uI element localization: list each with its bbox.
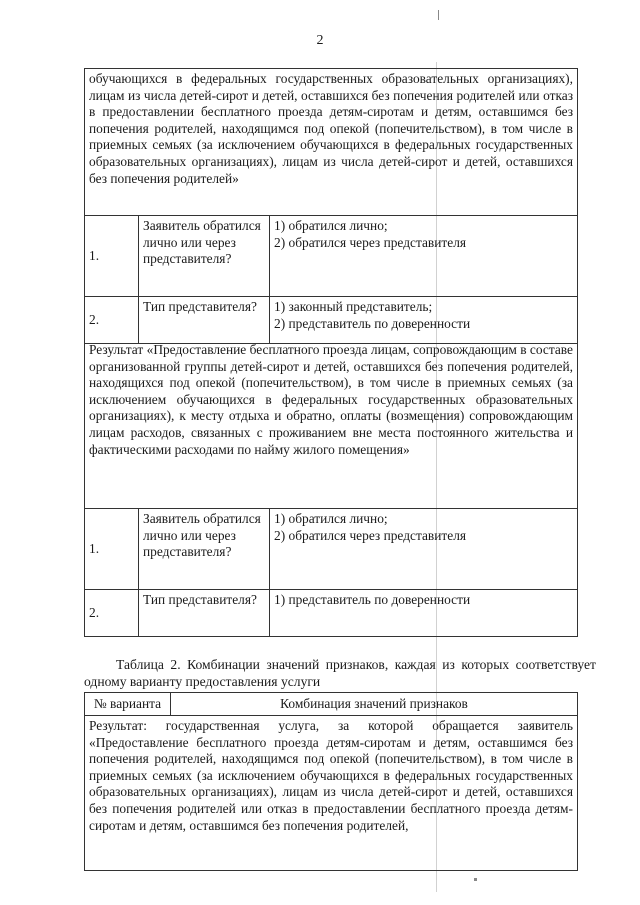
question-cell: Заявитель обратился лично или через представителя? xyxy=(139,509,270,589)
scan-artifact-mark xyxy=(474,878,477,881)
row-number: 1. xyxy=(85,509,139,589)
answer-option: 2) представитель по доверенности xyxy=(274,315,471,331)
table-row xyxy=(85,508,577,589)
answer-option: 2) обратился через представителя xyxy=(274,234,467,250)
result-block-1 xyxy=(84,68,578,344)
answer-option: 2) обратился через представителя xyxy=(274,527,467,543)
result-2-text: Результат «Предоставление бесплатного проезда лицам, сопровождающим в составе организованной группы детей-сирот и детей, оставшихся без попечения родителей, находящихся под опекой (попечительством), в том числе в приемных семьях (за исключением обучающихся в федеральных государственных образовательных организациях), к месту отдыха и обратно, оплаты (возмещения) сопровождающим лицам расходов, связанных с проживанием вне места постоянного жительства и фактическими расходами по найму жилого помещения» xyxy=(89,342,573,457)
answer-option: 1) обратился лично; xyxy=(274,511,388,526)
answer-cell xyxy=(270,509,577,589)
table-row xyxy=(85,589,577,636)
result-1-text: обучающихся в федеральных государственных образовательных организациях), лицам из числа детей-сирот и детей, оставшихся без попечения родителей или отказ в предоставлении бесплатного проезда детям-сиротам и детям, оставшимся без попечения родителей, находящимся под опекой (попечительством), в том числе в приемных семьях (за исключением обучающихся в федеральных государственных образовательных организациях), лицам из числа детей-сирот и детей, оставшихся без попечения родителей» xyxy=(89,71,573,186)
table-row xyxy=(85,215,577,296)
table-row xyxy=(85,296,577,343)
variants-table xyxy=(84,692,578,871)
row-number: 2. xyxy=(85,297,139,343)
variant-result-text: Результат: государственная услуга, за которой обращается заявитель «Предоставление бесплатного проезда детям-сиротам и детям, оставшимся без попечения родителей, находящимся под опекой (попечительством), в том числе в приемных семьях (за исключением обучающихся в федеральных государственных образовательных организациях), лицам из числа детей-сирот и детей, оставшихся без попечения родителей или отказ в предоставлении бесплатного проезда детям-сиротам и детям, оставшимся без попечения родителей, xyxy=(89,718,573,833)
table-header xyxy=(85,693,577,716)
scan-artifact-mark xyxy=(438,10,439,20)
row-number: 1. xyxy=(85,216,139,296)
result-block-2 xyxy=(84,340,578,637)
question-cell: Тип представителя? xyxy=(139,297,270,343)
answer-option: 1) представитель по доверенности xyxy=(274,592,471,607)
row-number: 2. xyxy=(85,590,139,636)
header-variant-number: № варианта xyxy=(85,693,171,715)
answer-cell xyxy=(270,216,577,296)
question-cell: Тип представителя? xyxy=(139,590,270,636)
question-cell: Заявитель обратился лично или через представителя? xyxy=(139,216,270,296)
table-2-caption: Таблица 2. Комбинации значений признаков, каждая из которых соответствует одному варианту предоставления услуги xyxy=(84,657,596,689)
answer-option: 1) законный представитель; xyxy=(274,299,433,314)
answer-cell xyxy=(270,297,577,343)
header-combination: Комбинация значений признаков xyxy=(280,695,468,711)
answer-option: 1) обратился лично; xyxy=(274,218,388,233)
answer-cell xyxy=(270,590,577,636)
page-number: 2 xyxy=(316,33,324,48)
